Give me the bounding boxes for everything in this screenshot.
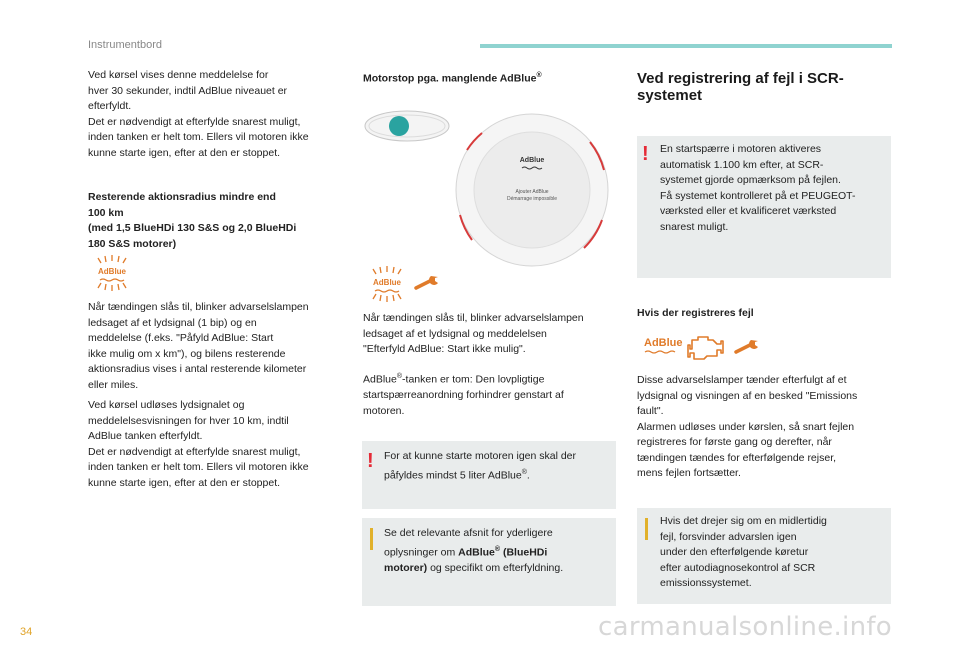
info-note-text: Se det relevante afsnit for yderligere oplysninger om AdBlue® (BlueHDi motorer) og specifikt om efterfyldning.: [384, 527, 564, 574]
engine-warning-icon: [686, 330, 726, 362]
warning-note-text: For at kunne starte motoren igen skal der påfyldes mindst 5 liter AdBlue®.: [384, 450, 577, 481]
adblue-icon-text: AdBlue: [373, 278, 401, 287]
warning-icon: !: [642, 143, 649, 165]
col1-heading: Resterende aktionsradius mindre end 100 km (med 1,5 BlueHDi 130 S&S og 2,0 BlueHDi 180 S&S motorer): [88, 191, 297, 250]
info-icon: [370, 528, 373, 550]
warning-note-box: [637, 136, 891, 278]
info-note-box: [362, 518, 616, 606]
wrench-icon: [734, 336, 764, 356]
adblue-warning-icon: [363, 266, 411, 302]
col3-warning-text: En startspærre i motoren aktiveres automatisk 1.100 km efter, at SCR- systemet gjorde opmærksom på fejlen. Få systemet kontrolleret på et PEUGEOT- værksted eller et kvalificeret værksted snarest muligt.: [660, 143, 856, 233]
adblue-icon-text: AdBlue: [98, 267, 126, 276]
adblue-warning-icon: [88, 255, 136, 291]
header-accent-bar: [480, 44, 892, 48]
warning-note-box: [362, 441, 616, 509]
col3-para1: Disse advarselslamper tænder efterfulgt af et lydsignal og visningen af en besked "Emissions fault". Alarmen udløses under kørslen, så snart fejlen registreres for første gang og derefter, når tændingen tændes for efterfølgende rejser, mens fejlen fortsætter.: [637, 374, 858, 479]
wrench-icon: [414, 272, 444, 292]
col3-info-text: Hvis det drejer sig om en midlertidig fejl, forsvinder advarslen igen under den efterfølgende køretur efter autodiagnosekontrol af SCR emissionssystemet.: [660, 515, 827, 589]
col2-para2: AdBlue®-tanken er tom: Den lovpligtige startspærreanordning forhindrer genstart af motoren.: [363, 373, 564, 417]
section-title: Instrumentbord: [88, 39, 162, 51]
instrument-display-illustration: [362, 100, 612, 270]
col1-para2: Ved kørsel udløses lydsignalet og meddelelsesvisningen for hver 10 km, indtil AdBlue tanken efterfyldt. Det er nødvendigt at efterfylde snarest muligt, inden tanken er helt tom. Ellers vil motoren ikke kunne starte igen, efter at den er stoppet.: [88, 399, 309, 489]
col3-subheading: Hvis der registreres fejl: [637, 307, 754, 319]
display-line1: Ajouter AdBlue: [515, 189, 549, 195]
display-line2: Démarrage impossible: [506, 196, 558, 202]
watermark: carmanualsonline.info: [598, 612, 893, 642]
col1-intro: Ved kørsel vises denne meddelelse for hver 30 sekunder, indtil AdBlue niveauet er efterfyldt. Det er nødvendigt at efterfylde snarest muligt, inden tanken er helt tom. Ellers vil motoren ikke kunne starte igen, efter at den er stoppet.: [88, 69, 309, 159]
col1-para1: Når tændingen slås til, blinker advarselslampen ledsaget af et lydsignal (1 bip) og en meddelelse (f.eks. "Påfyld AdBlue: Start ikke mulig om x km"), og bilens resterende aktionsradius vises i antal resterende kilometer eller miles.: [88, 301, 309, 391]
col2-para1: Når tændingen slås til, blinker advarselslampen ledsaget af et lydsignal og meddelelsen "Efterfyld AdBlue: Start ikke mulig".: [363, 312, 584, 355]
adblue-icon: AdBlue: [644, 337, 694, 355]
page-number: 34: [20, 626, 33, 638]
warning-icon: !: [367, 450, 374, 472]
info-note-box: [637, 508, 891, 604]
col2-heading: Motorstop pga. manglende AdBlue®: [363, 72, 542, 85]
col3-heading: Ved registrering af fejl i SCR- systemet: [637, 70, 844, 104]
info-icon: [645, 518, 648, 540]
display-brand-text: AdBlue: [519, 157, 545, 164]
